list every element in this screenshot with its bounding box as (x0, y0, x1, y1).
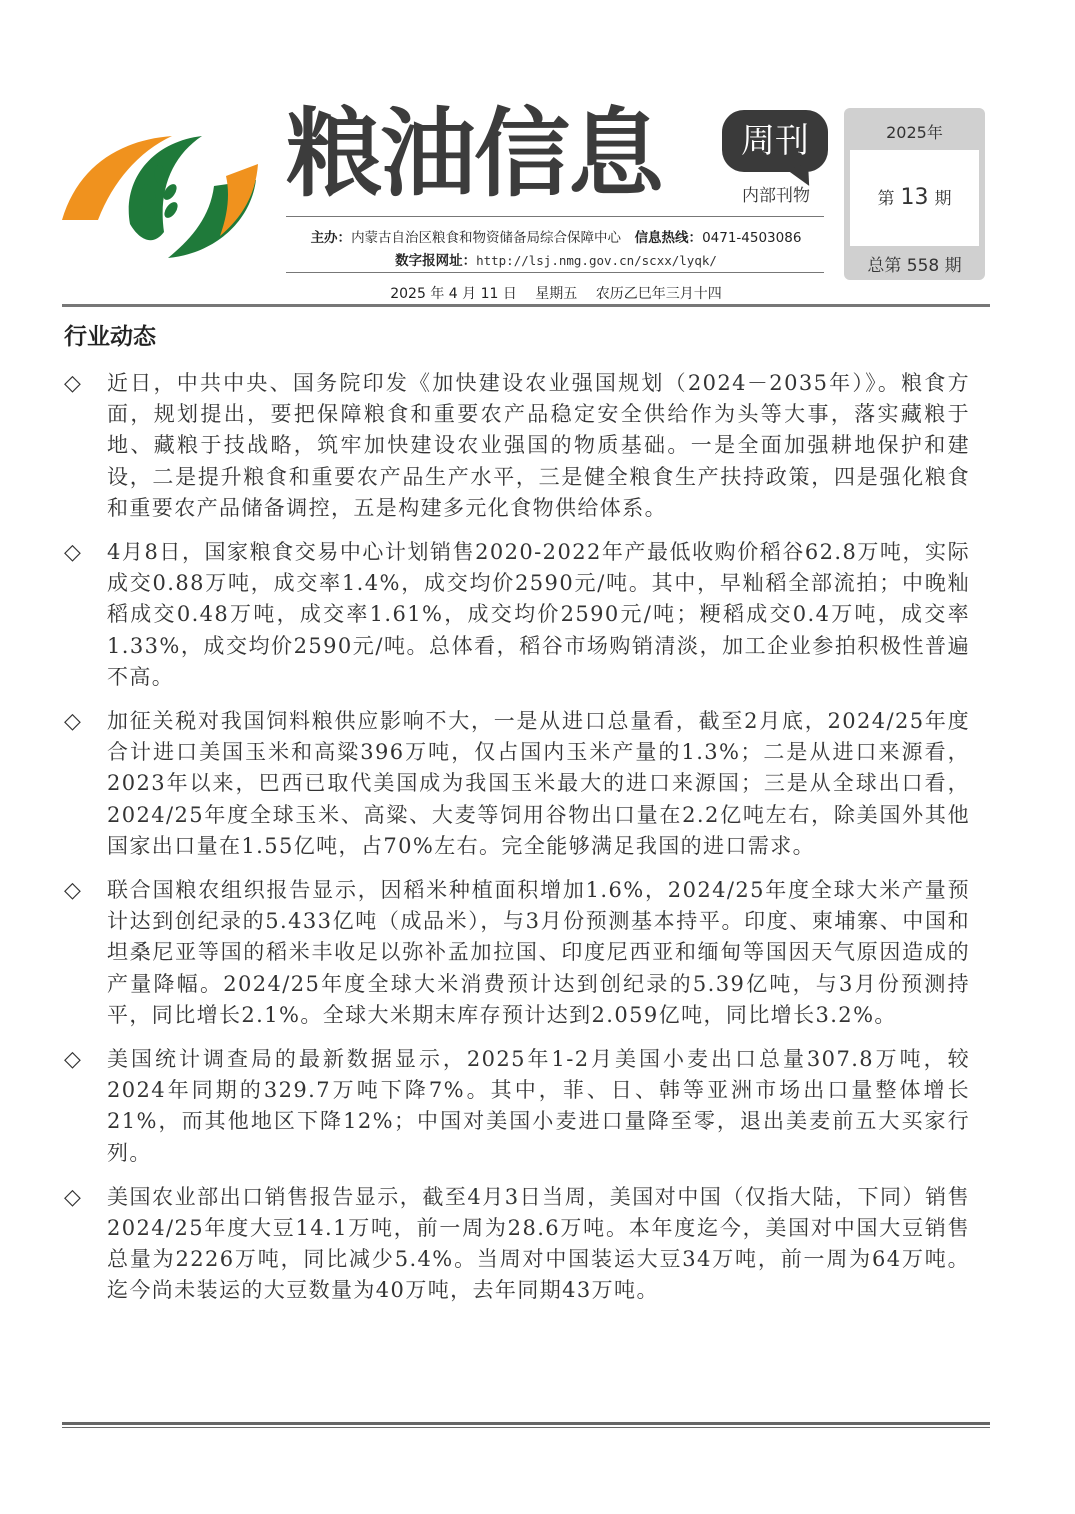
footer-rule-thin (62, 1427, 990, 1428)
diamond-bullet-icon: ◇ (64, 1047, 81, 1073)
sponsor-label: 主办： (310, 230, 352, 246)
total-issue (844, 251, 985, 276)
header-rule (62, 304, 990, 307)
article-item (64, 537, 970, 693)
issue-suffix: 期 (934, 189, 952, 209)
footer-rule-thick (62, 1422, 990, 1425)
sponsor-name: 内蒙古自治区粮食和物资储备局综合保障中心 (351, 230, 622, 246)
logo (60, 128, 260, 263)
article-item (64, 368, 970, 524)
article-list (64, 368, 970, 1320)
article-text: 美国农业部出口销售报告显示，截至4月3日当周，美国对中国（仅指大陆，下同）销售2024/25年度大豆14.1万吨，前一周为28.6万吨。本年度迄今，美国对中国大豆销售总量为2226万吨，同比减少5.4%。当周对中国装运大豆34万吨，前一周为64万吨。迄今尚未装运的大豆数量为40万吨，去年同期43万吨。 (107, 1184, 970, 1303)
article-text: 联合国粮农组织报告显示，因稻米种植面积增加1.6%，2024/25年度全球大米产量预计达到创纪录的5.433亿吨（成品米），与3月份预测基本持平。印度、柬埔寨、中国和坦桑尼亚等国的稻米丰收足以弥补孟加拉国、印度尼西亚和缅甸等国因天气原因造成的产量降幅。2024/25年度全球大米消费预计达到创纪录的5.39亿吨，与3月份预测持平，同比增长2.1%。全球大米期末库存预计达到2.059亿吨，同比增长3.2%。 (107, 878, 970, 1027)
website-label: 数字报网址： (395, 253, 477, 269)
diamond-bullet-icon: ◇ (64, 540, 81, 566)
total-suffix: 期 (944, 256, 962, 276)
section-title: 行业动态 (64, 324, 156, 350)
total-number: 558 (906, 256, 940, 276)
article-text: 美国统计调查局的最新数据显示，2025年1-2月美国小麦出口总量307.8万吨，较2024年同期的329.7万吨下降7%。其中，菲、日、韩等亚洲市场出口量整体增长21%，而其他地区下降12%；中国对美国小麦进口量降至零，退出美麦前五大买家行列。 (107, 1047, 970, 1165)
total-prefix: 总第 (867, 256, 902, 276)
diamond-bullet-icon: ◇ (64, 371, 81, 396)
sponsor-line (286, 226, 826, 246)
article-text: 近日，中共中央、国务院印发《加快建设农业强国规划（2024－2035年）》。粮食方面，规划提出，要把保障粮食和重要农产品稳定安全供给作为头等大事，落实藏粮于地、藏粮于技战略，筑牢加快建设农业强国的物质基础。一是全面加强耕地保护和建设，二是提升粮食和重要农产品生产水平，三是健全粮食生产扶持政策，四是强化粮食和重要农产品储备调控，五是构建多元化食物供给体系。 (107, 371, 970, 520)
article-text: 4月8日，国家粮食交易中心计划销售2020-2022年产最低收购价稻谷62.8万吨，实际成交0.88万吨，成交率1.4%，成交均价2590元/吨。其中，早籼稻全部流拍；中晚籼稻成交0.48万吨，成交率1.61%，成交均价2590元/吨；粳稻成交0.4万吨，成交率1.33%，成交均价2590元/吨。总体看，稻谷市场购销清淡，加工企业参拍积极性普遍不高。 (107, 540, 970, 689)
dateline: 2025 年 4 月 11 日 星期五 农历乙巳年三月十四 (390, 286, 722, 302)
masthead-title: 粮油信息 (286, 98, 662, 210)
article-text: 加征关税对我国饲料粮供应影响不大，一是从进口总量看，截至2月底，2024/25年度合计进口美国玉米和高粱396万吨，仅占国内玉米产量的1.3%；二是从进口来源看，2023年以来，巴西已取代美国成为我国玉米最大的进口来源国；三是从全球出口看，2024/25年度全球玉米、高粱、大麦等饲用谷物出口量在2.2亿吨左右，除美国外其他国家出口量在1.55亿吨，占70%左右。完全能够满足我国的进口需求。 (107, 709, 970, 858)
issue-box (844, 108, 985, 280)
article-item (64, 1044, 970, 1169)
weekly-badge: 周刊 (722, 110, 828, 172)
website-divider (286, 272, 824, 273)
website-link[interactable]: http://lsj.nmg.gov.cn/scxx/lyqk/ (476, 253, 717, 268)
masthead-divider (286, 216, 824, 217)
article-item (64, 706, 970, 862)
article-item (64, 1182, 970, 1307)
diamond-bullet-icon: ◇ (64, 1184, 81, 1210)
hotline-label: 信息热线： (634, 230, 703, 246)
issue-number-panel (850, 150, 979, 246)
issue-number: 13 (900, 185, 929, 210)
diamond-bullet-icon: ◇ (64, 709, 81, 735)
article-item (64, 875, 970, 1031)
internal-publication-label: 内部刊物 (742, 186, 810, 206)
issue-year: 2025年 (886, 123, 943, 142)
issue-prefix: 第 (877, 189, 895, 209)
hotline-number: 0471-4503086 (702, 230, 802, 246)
website-line (286, 249, 826, 269)
diamond-bullet-icon: ◇ (64, 878, 81, 904)
